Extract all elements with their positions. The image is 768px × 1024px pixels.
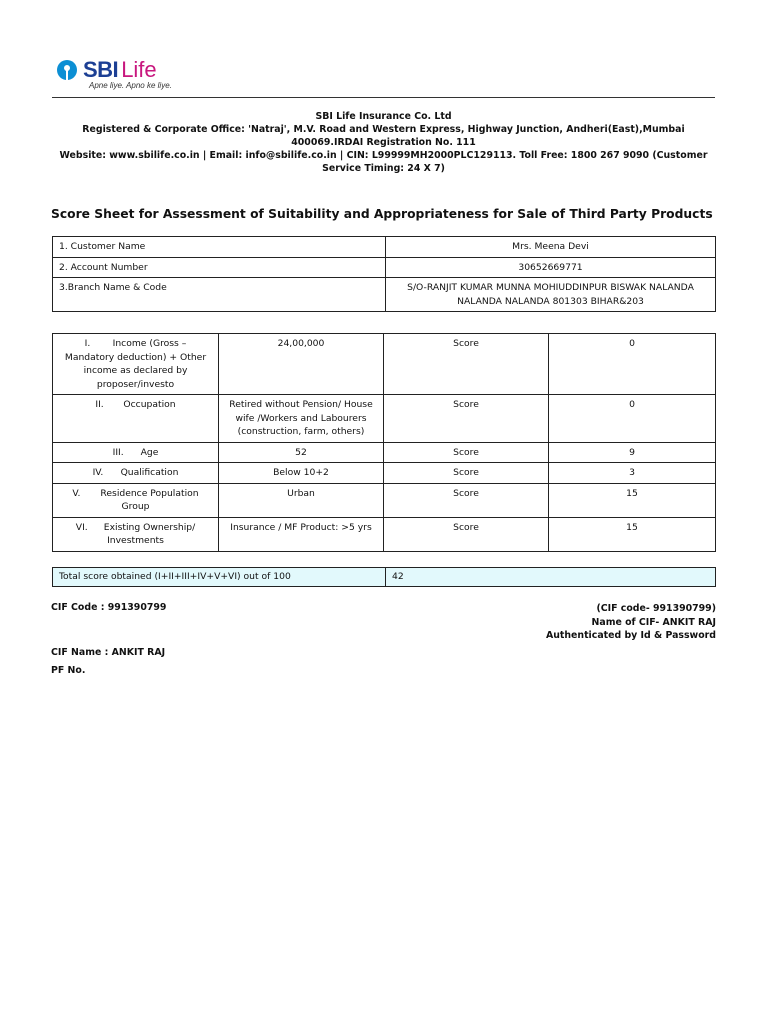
score-label: Score: [384, 395, 549, 443]
score-table: [52, 333, 716, 552]
table-row: [53, 237, 716, 258]
score-value: 9: [549, 442, 716, 463]
score-item-label: II. Occupation: [53, 395, 219, 443]
total-score-value: 42: [386, 568, 716, 587]
score-item-label: III. Age: [53, 442, 219, 463]
table-row: [53, 568, 716, 587]
branch-value: S/O-RANJIT KUMAR MUNNA MOHIUDDINPUR BISWAK NALANDA NALANDA NALANDA 801303 BIHAR&203: [386, 278, 716, 312]
score-value: 15: [549, 517, 716, 551]
authenticated-text: Authenticated by Id & Password: [545, 630, 716, 641]
company-header: [52, 110, 715, 175]
score-value: 15: [549, 483, 716, 517]
header-divider: [52, 97, 715, 98]
company-contact-line: Website: www.sbilife.co.in | Email: info@sbilife.co.in | CIN: L99999MH2000PLC129113. Toll Free: 1800 267 9090 (Customer Service Timing: 24 X 7): [59, 150, 708, 174]
score-item-value: Insurance / MF Product: >5 yrs: [219, 517, 384, 551]
total-score-label: Total score obtained (I+II+III+IV+V+VI) out of 100: [53, 568, 386, 587]
cif-code-right: (CIF code- 991390799): [596, 603, 716, 614]
table-row: [53, 334, 716, 395]
table-row: [53, 395, 716, 443]
score-item-label: VI. Existing Ownership/ Investments: [53, 517, 219, 551]
branch-label: 3.Branch Name & Code: [53, 278, 386, 312]
score-item-value: 52: [219, 442, 384, 463]
score-item-value: 24,00,000: [219, 334, 384, 395]
score-label: Score: [384, 517, 549, 551]
score-item-value: Urban: [219, 483, 384, 517]
account-number-value: 30652669771: [386, 257, 716, 278]
sbi-keyhole-icon: [57, 60, 77, 80]
score-label: Score: [384, 442, 549, 463]
logo-tagline: Apne liye. Apno ke liye.: [89, 81, 172, 90]
cif-name: CIF Name : ANKIT RAJ: [51, 647, 166, 658]
score-value: 0: [549, 334, 716, 395]
page-title: Score Sheet for Assessment of Suitability and Appropriateness for Sale of Third Party Products: [51, 207, 713, 221]
pf-number: PF No.: [51, 665, 86, 676]
cif-name-right: Name of CIF- ANKIT RAJ: [591, 616, 716, 628]
sbi-life-logo: [57, 57, 217, 93]
score-label: Score: [384, 483, 549, 517]
score-item-label: V. Residence Population Group: [53, 483, 219, 517]
score-item-label: IV. Qualification: [53, 463, 219, 484]
account-number-label: 2. Account Number: [53, 257, 386, 278]
score-item-label: I. Income (Gross – Mandatory deduction) + Other income as declared by proposer/investo: [53, 334, 219, 395]
score-value: 0: [549, 395, 716, 443]
score-item-value: Retired without Pension/ House wife /Workers and Labourers (construction, farm, others): [219, 395, 384, 443]
table-row: [53, 517, 716, 551]
logo-brand-secondary: Life: [121, 57, 157, 82]
customer-name-label: 1. Customer Name: [53, 237, 386, 258]
cif-code: CIF Code : 991390799: [51, 602, 167, 613]
cif-authentication-block: [416, 602, 716, 643]
company-office-line: Registered & Corporate Office: 'Natraj', M.V. Road and Western Express, Highway Junction, Andheri(East),Mumbai 400069.IRDAI Registration No. 111: [82, 124, 685, 148]
score-item-value: Below 10+2: [219, 463, 384, 484]
table-row: [53, 463, 716, 484]
table-row: [53, 483, 716, 517]
table-row: [53, 278, 716, 312]
logo-brand-primary: SBI: [83, 57, 119, 82]
score-label: Score: [384, 463, 549, 484]
table-row: [53, 442, 716, 463]
table-row: [53, 257, 716, 278]
company-name: SBI Life Insurance Co. Ltd: [315, 111, 452, 122]
score-label: Score: [384, 334, 549, 395]
customer-details-table: [52, 236, 716, 312]
score-value: 3: [549, 463, 716, 484]
total-score-table: [52, 567, 716, 587]
customer-name-value: Mrs. Meena Devi: [386, 237, 716, 258]
